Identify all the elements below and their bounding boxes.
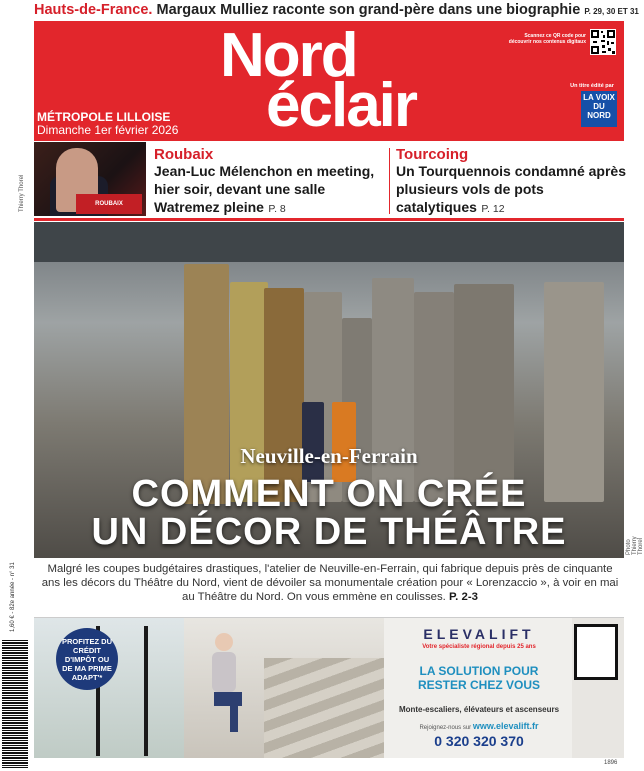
- edited-by-label: Un titre édité par: [570, 83, 614, 89]
- ad-tagline: Votre spécialiste régional depuis 25 ans: [422, 644, 536, 650]
- ad-web-prefix: Rejoignez-nous sur: [419, 725, 472, 731]
- story-page: P. 12: [481, 203, 505, 215]
- ad-art-image: [572, 618, 624, 758]
- ad-credit-badge: PROFITEZ DU CRÉDIT D'IMPÔT OU DE MA PRIME ADAPT'*: [56, 628, 118, 690]
- summary-page: P. 2-3: [449, 591, 478, 603]
- ad-web-url[interactable]: www.elevalift.fr: [472, 721, 539, 731]
- ad-solution-line2: RESTER CHEZ VOUS: [417, 678, 540, 692]
- story-divider: [389, 148, 390, 214]
- workshop-roof: [34, 222, 624, 262]
- teaser-headline: Margaux Mulliez raconte son grand-père dans une biographie: [156, 2, 581, 18]
- masthead: [34, 21, 624, 141]
- main-kicker: Neuville-en-Ferrain: [240, 444, 418, 468]
- worker-figure: [302, 402, 324, 482]
- publisher-logo[interactable]: LA VOIX DU NORD: [581, 91, 617, 127]
- main-title-line1: COMMENT ON CRÉE: [131, 473, 527, 515]
- edition-label: MÉTROPOLE LILLOISE: [37, 110, 171, 124]
- teaser-kicker: Hauts-de-France.: [34, 2, 153, 18]
- ad-stairlift-image: [264, 658, 384, 758]
- window-frame: [144, 626, 148, 756]
- ad-brand: ELEVALIFT: [423, 626, 535, 642]
- story-headline: Un Tourquennois condamné après plusieurs vols de pots catalytiques: [396, 163, 626, 215]
- logo-nord[interactable]: Nord: [220, 21, 357, 90]
- top-teaser[interactable]: [34, 2, 639, 20]
- main-photo[interactable]: [34, 222, 624, 558]
- decor-panel: [230, 282, 268, 502]
- photo-credit-small: Thierry Thorel: [19, 174, 25, 212]
- logo-eclair[interactable]: éclair: [266, 71, 417, 140]
- decor-columns: [544, 282, 604, 502]
- ad-phone[interactable]: 0 320 320 370: [434, 733, 524, 749]
- podium-sign: ROUBAIX: [76, 194, 142, 214]
- story-headline: Jean-Luc Mélenchon en meeting, hier soir, devant une salle Watremez pleine: [154, 163, 375, 215]
- story-roubaix[interactable]: [154, 146, 384, 217]
- issue-date: Dimanche 1er février 2026: [37, 123, 179, 137]
- red-rule: [34, 218, 624, 221]
- ad-person-icon: [204, 628, 244, 738]
- main-summary[interactable]: [40, 562, 620, 604]
- decor-panel: [414, 292, 454, 502]
- story-kicker: Tourcoing: [396, 146, 469, 163]
- qr-code-icon[interactable]: [590, 29, 616, 55]
- elevalift-ad[interactable]: [34, 617, 624, 758]
- ad-services: Monte-escaliers, élévateurs et ascenseurs: [398, 705, 560, 714]
- story-page: P. 8: [268, 203, 286, 215]
- melenchon-photo[interactable]: [34, 142, 146, 216]
- ad-website[interactable]: [389, 721, 569, 731]
- ad-frame-picture: [574, 624, 618, 680]
- price-line: 1,60 € - 82e année - n° 31: [10, 562, 16, 632]
- footer-code: 1896: [604, 760, 618, 766]
- decor-panel: [454, 284, 514, 502]
- decor-painted-figure: [264, 288, 304, 502]
- story-kicker: Roubaix: [154, 146, 214, 163]
- teaser-pages: P. 29, 30 ET 31: [584, 7, 639, 16]
- story-tourcoing[interactable]: [396, 146, 626, 217]
- worker-figure: [332, 402, 356, 482]
- barcode-icon: [2, 640, 28, 768]
- qr-caption: Scannez ce QR code pour découvrir nos contenus digitaux: [508, 33, 586, 45]
- photo-credit-main: Photo Thierry Thorel: [626, 536, 644, 555]
- summary-text: Malgré les coupes budgétaires drastiques, l'atelier de Neuville-en-Ferrain, qui fabrique depuis près de cinquante ans les décors du Théâtre du Nord, vient de dévoiler sa monumentale création pour « Lorenzaccio », à voir en mai au Théâtre du Nord. On vous emmène en coulisses.: [41, 563, 619, 603]
- main-title-line2: UN DÉCOR DE THÉÂTRE: [91, 511, 567, 553]
- ad-solution-line1: LA SOLUTION POUR: [419, 664, 539, 678]
